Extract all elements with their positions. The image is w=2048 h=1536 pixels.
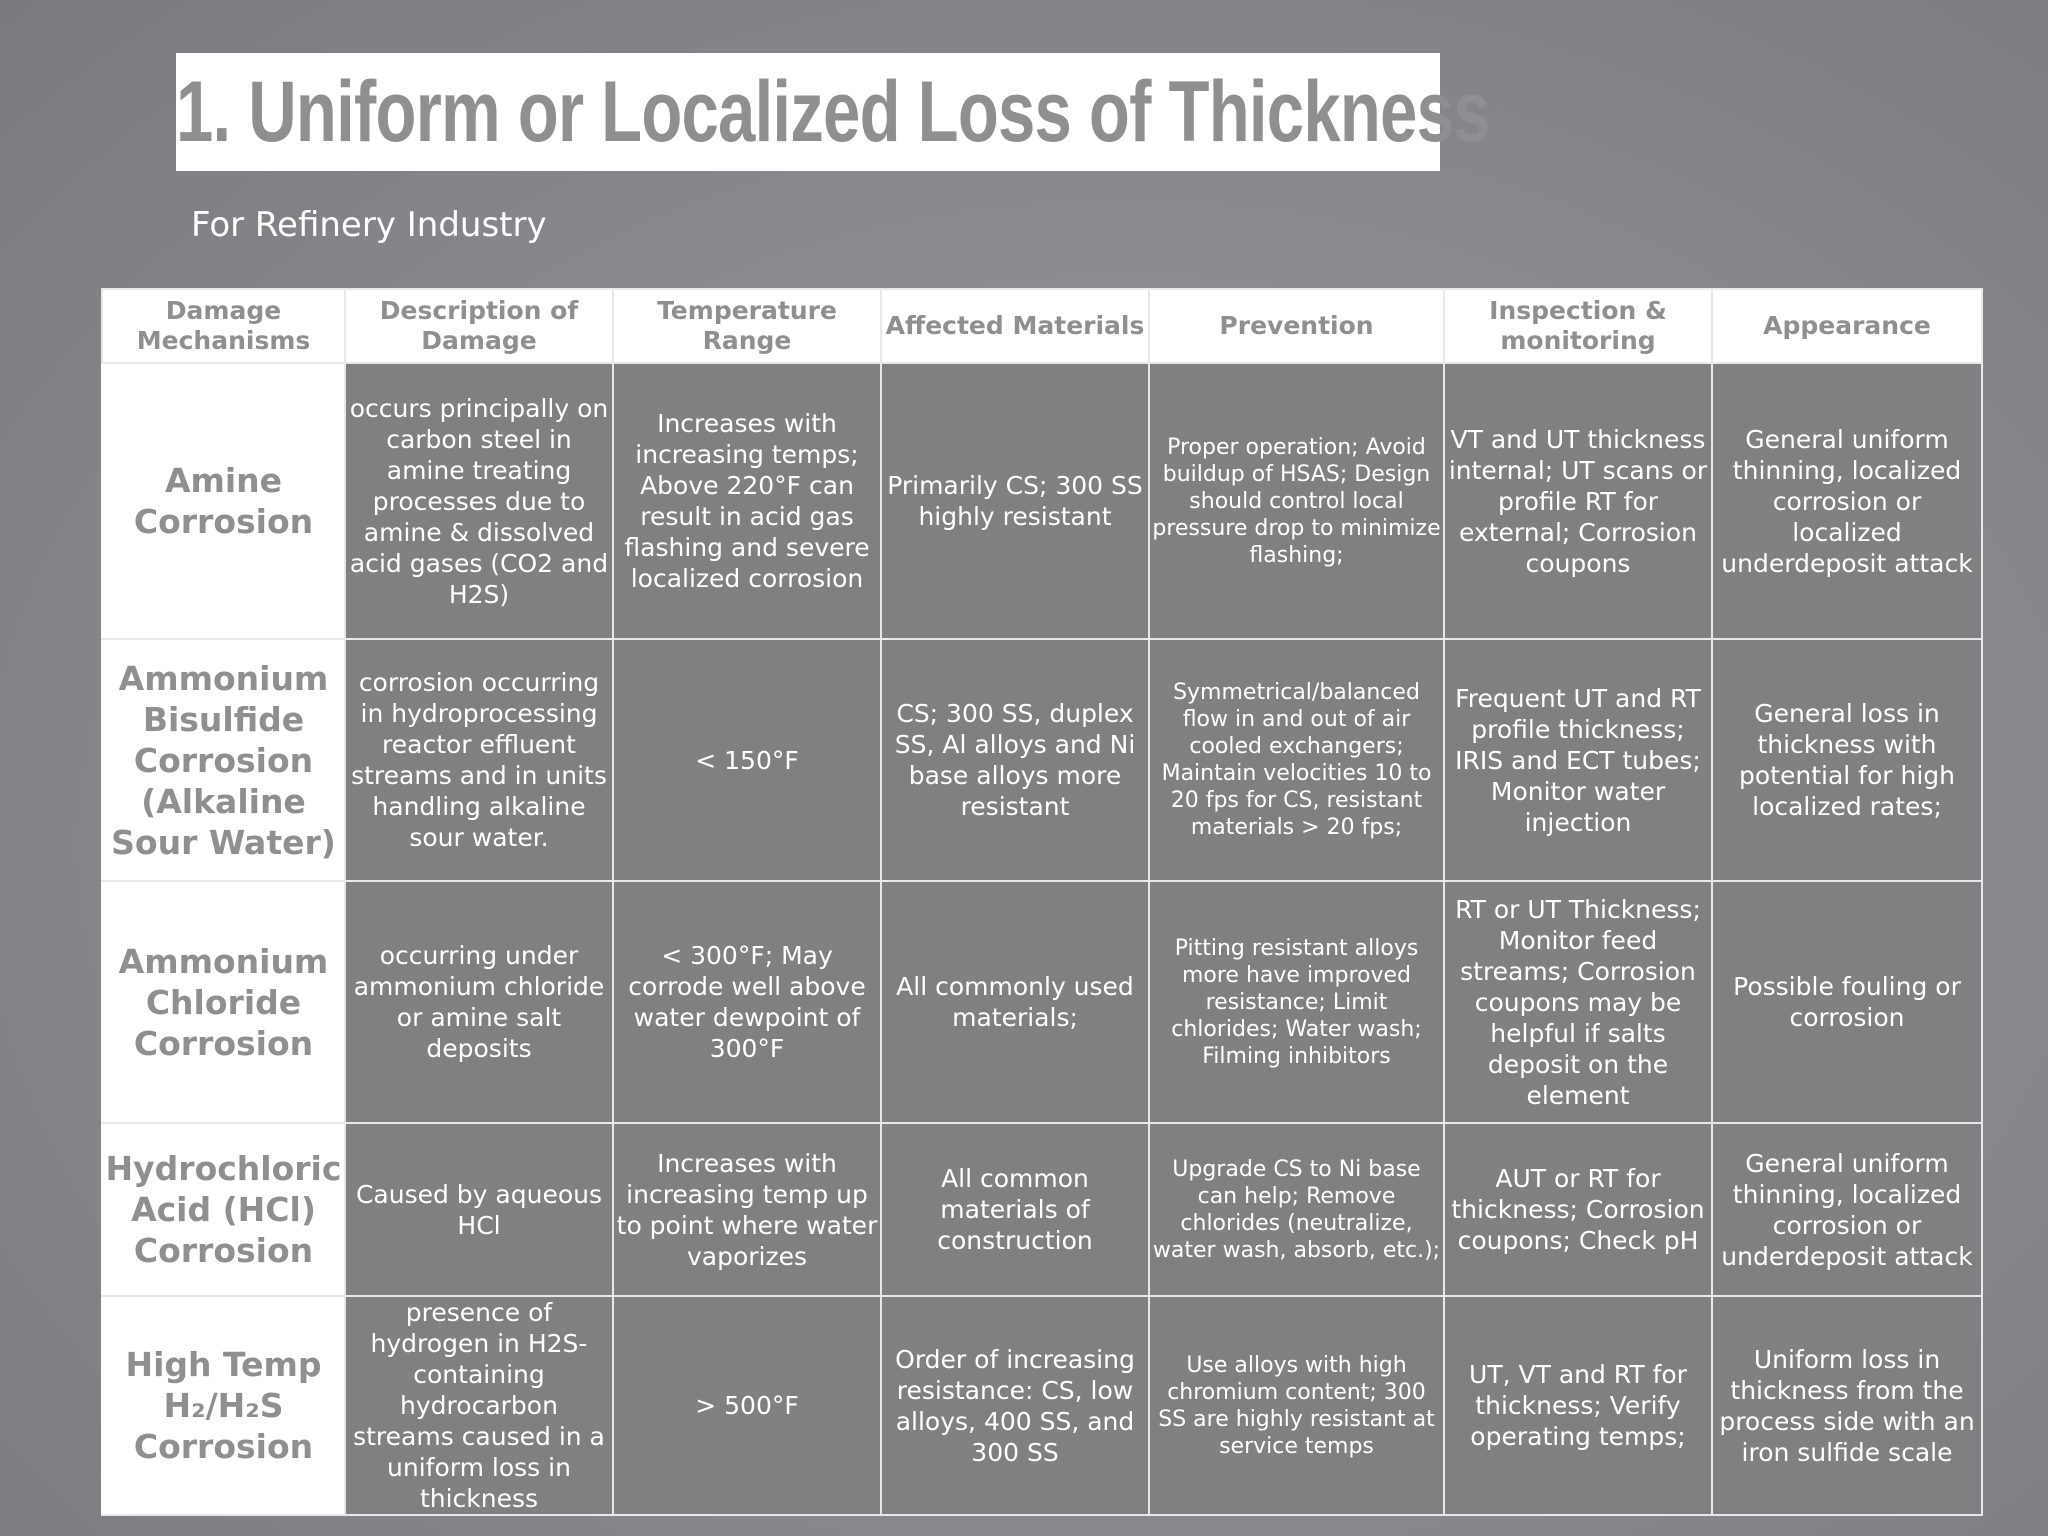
mechanism-cell: Ammonium Bisulfide Corrosion (Alkaline Sour Water): [102, 639, 345, 881]
mechanism-cell: Hydrochloric Acid (HCl) Corrosion: [102, 1123, 345, 1296]
inspection-cell: AUT or RT for thickness; Corrosion coupons; Check pH: [1444, 1123, 1712, 1296]
inspection-cell: UT, VT and RT for thickness; Verify operating temps;: [1444, 1296, 1712, 1515]
appearance-cell: Possible fouling or corrosion: [1712, 881, 1982, 1123]
temperature-cell: < 300°F; May corrode well above water dewpoint of 300°F: [613, 881, 881, 1123]
header-prevention: Prevention: [1149, 289, 1444, 363]
table-row: [102, 639, 1982, 881]
table-row: [102, 1296, 1982, 1515]
header-temperature-range: Temperature Range: [613, 289, 881, 363]
table-row: [102, 363, 1982, 639]
appearance-cell: General uniform thinning, localized corrosion or underdeposit attack: [1712, 1123, 1982, 1296]
table-row: [102, 881, 1982, 1123]
description-cell: Caused by aqueous HCl: [345, 1123, 613, 1296]
inspection-cell: RT or UT Thickness; Monitor feed streams; Corrosion coupons may be helpful if salts deposit on the element: [1444, 881, 1712, 1123]
title-banner: [176, 53, 1490, 171]
description-cell: occurs principally on carbon steel in amine treating processes due to amine & dissolved acid gases (CO2 and H2S): [345, 363, 613, 639]
mechanism-cell: High Temp H₂/H₂S Corrosion: [102, 1296, 345, 1515]
inspection-cell: Frequent UT and RT profile thickness; IRIS and ECT tubes; Monitor water injection: [1444, 639, 1712, 881]
mechanism-cell: Ammonium Chloride Corrosion: [102, 881, 345, 1123]
damage-mechanisms-table: [101, 288, 1983, 1516]
materials-cell: Order of increasing resistance: CS, low alloys, 400 SS, and 300 SS: [881, 1296, 1149, 1515]
prevention-cell: Pitting resistant alloys more have improved resistance; Limit chlorides; Water wash; Filming inhibitors: [1149, 881, 1444, 1123]
inspection-cell: VT and UT thickness internal; UT scans or profile RT for external; Corrosion coupons: [1444, 363, 1712, 639]
description-cell: occurring under ammonium chloride or amine salt deposits: [345, 881, 613, 1123]
header-row: [102, 289, 1982, 363]
prevention-cell: Use alloys with high chromium content; 300 SS are highly resistant at service temps: [1149, 1296, 1444, 1515]
materials-cell: Primarily CS; 300 SS highly resistant: [881, 363, 1149, 639]
materials-cell: CS; 300 SS, duplex SS, Al alloys and Ni base alloys more resistant: [881, 639, 1149, 881]
mechanism-cell: Amine Corrosion: [102, 363, 345, 639]
header-description: Description of Damage: [345, 289, 613, 363]
temperature-cell: < 150°F: [613, 639, 881, 881]
appearance-cell: General uniform thinning, localized corrosion or localized underdeposit attack: [1712, 363, 1982, 639]
appearance-cell: General loss in thickness with potential for high localized rates;: [1712, 639, 1982, 881]
description-cell: corrosion occurring in hydroprocessing reactor effluent streams and in units handling alkaline sour water.: [345, 639, 613, 881]
header-damage-mechanisms: Damage Mechanisms: [102, 289, 345, 363]
prevention-cell: Upgrade CS to Ni base can help; Remove chlorides (neutralize, water wash, absorb, etc.);: [1149, 1123, 1444, 1296]
page-subtitle: For Refinery Industry: [191, 205, 547, 245]
appearance-cell: Uniform loss in thickness from the process side with an iron sulfide scale: [1712, 1296, 1982, 1515]
temperature-cell: Increases with increasing temp up to point where water vaporizes: [613, 1123, 881, 1296]
description-cell: presence of hydrogen in H2S-containing hydrocarbon streams caused in a uniform loss in thickness: [345, 1296, 613, 1515]
table-row: [102, 1123, 1982, 1296]
page-title: 1. Uniform or Localized Loss of Thickness: [176, 63, 1490, 160]
header-appearance: Appearance: [1712, 289, 1982, 363]
header-affected-materials: Affected Materials: [881, 289, 1149, 363]
temperature-cell: Increases with increasing temps; Above 220°F can result in acid gas flashing and severe localized corrosion: [613, 363, 881, 639]
materials-cell: All common materials of construction: [881, 1123, 1149, 1296]
prevention-cell: Symmetrical/balanced flow in and out of air cooled exchangers; Maintain velocities 10 to 20 fps for CS, resistant materials > 20 fps;: [1149, 639, 1444, 881]
header-inspection: Inspection & monitoring: [1444, 289, 1712, 363]
temperature-cell: > 500°F: [613, 1296, 881, 1515]
materials-cell: All commonly used materials;: [881, 881, 1149, 1123]
prevention-cell: Proper operation; Avoid buildup of HSAS; Design should control local pressure drop to minimize flashing;: [1149, 363, 1444, 639]
